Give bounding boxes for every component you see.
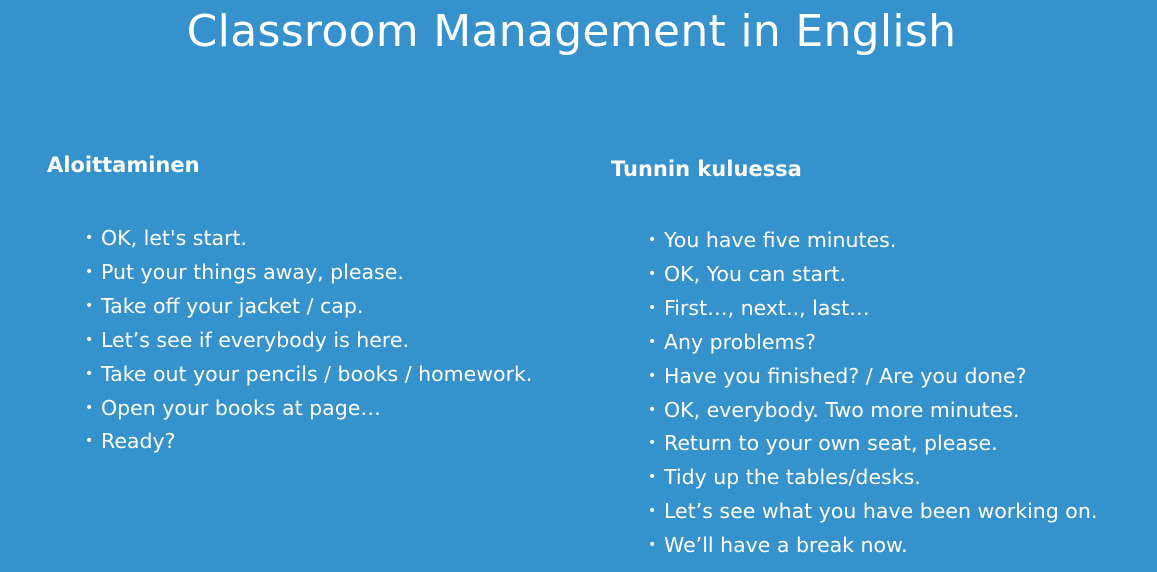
list-item-text: Open your books at page… bbox=[101, 395, 381, 420]
list-item bbox=[648, 224, 1097, 258]
list-item-text: Let’s see if everybody is here. bbox=[101, 327, 410, 352]
list-item bbox=[85, 324, 532, 358]
list-item-text: Take out your pencils / books / homework. bbox=[101, 361, 533, 386]
list-item bbox=[85, 392, 532, 426]
list-item-text: Return to your own seat, please. bbox=[664, 431, 998, 456]
slide-title: Classroom Management in English bbox=[186, 6, 957, 57]
bullet-icon: • bbox=[85, 297, 94, 314]
right-bullet-list bbox=[648, 224, 1097, 563]
list-item-text: Ready? bbox=[101, 429, 176, 454]
bullet-icon: • bbox=[648, 401, 657, 418]
bullet-icon: • bbox=[648, 232, 657, 248]
list-item-text: First…, next.., last… bbox=[664, 295, 870, 320]
bullet-icon: • bbox=[85, 331, 94, 348]
list-item bbox=[85, 358, 532, 392]
list-item-text: Put your things away, please. bbox=[101, 259, 404, 284]
list-item-text: OK, let's start. bbox=[101, 226, 248, 250]
list-item bbox=[648, 427, 1097, 461]
bullet-icon: • bbox=[648, 435, 657, 452]
list-item bbox=[648, 360, 1097, 394]
bullet-icon: • bbox=[85, 365, 94, 382]
bullet-icon: • bbox=[85, 230, 94, 246]
list-item bbox=[648, 495, 1097, 529]
list-item-text: OK, You can start. bbox=[664, 261, 847, 286]
left-bullet-list bbox=[85, 222, 532, 459]
list-item bbox=[648, 529, 1097, 563]
bullet-icon: • bbox=[648, 537, 657, 554]
list-item bbox=[85, 290, 532, 324]
left-column-heading: Aloittaminen bbox=[47, 153, 200, 177]
list-item-text: Tidy up the tables/desks. bbox=[664, 465, 921, 490]
bullet-icon: • bbox=[85, 399, 94, 416]
list-item-text: You have five minutes. bbox=[664, 228, 897, 252]
list-item bbox=[648, 461, 1097, 495]
bullet-icon: • bbox=[648, 367, 657, 384]
bullet-icon: • bbox=[648, 503, 657, 520]
list-item bbox=[648, 394, 1097, 428]
list-item bbox=[85, 425, 532, 459]
bullet-icon: • bbox=[648, 333, 657, 350]
right-column-heading: Tunnin kuluessa bbox=[611, 157, 802, 181]
list-item-text: We’ll have a break now. bbox=[664, 533, 908, 558]
list-item-text: OK, everybody. Two more minutes. bbox=[664, 397, 1020, 422]
list-item bbox=[648, 292, 1097, 326]
bullet-icon: • bbox=[648, 265, 657, 282]
list-item-text: Have you finished? / Are you done? bbox=[664, 363, 1027, 388]
list-item bbox=[648, 258, 1097, 292]
bullet-icon: • bbox=[648, 469, 657, 486]
list-item bbox=[85, 222, 532, 256]
list-item-text: Let’s see what you have been working on. bbox=[664, 499, 1098, 524]
list-item-text: Take off your jacket / cap. bbox=[101, 293, 364, 318]
bullet-icon: • bbox=[648, 299, 657, 316]
list-item-text: Any problems? bbox=[664, 329, 817, 354]
list-item bbox=[648, 326, 1097, 360]
bullet-icon: • bbox=[85, 263, 94, 280]
bullet-icon: • bbox=[85, 433, 94, 450]
list-item bbox=[85, 256, 532, 290]
